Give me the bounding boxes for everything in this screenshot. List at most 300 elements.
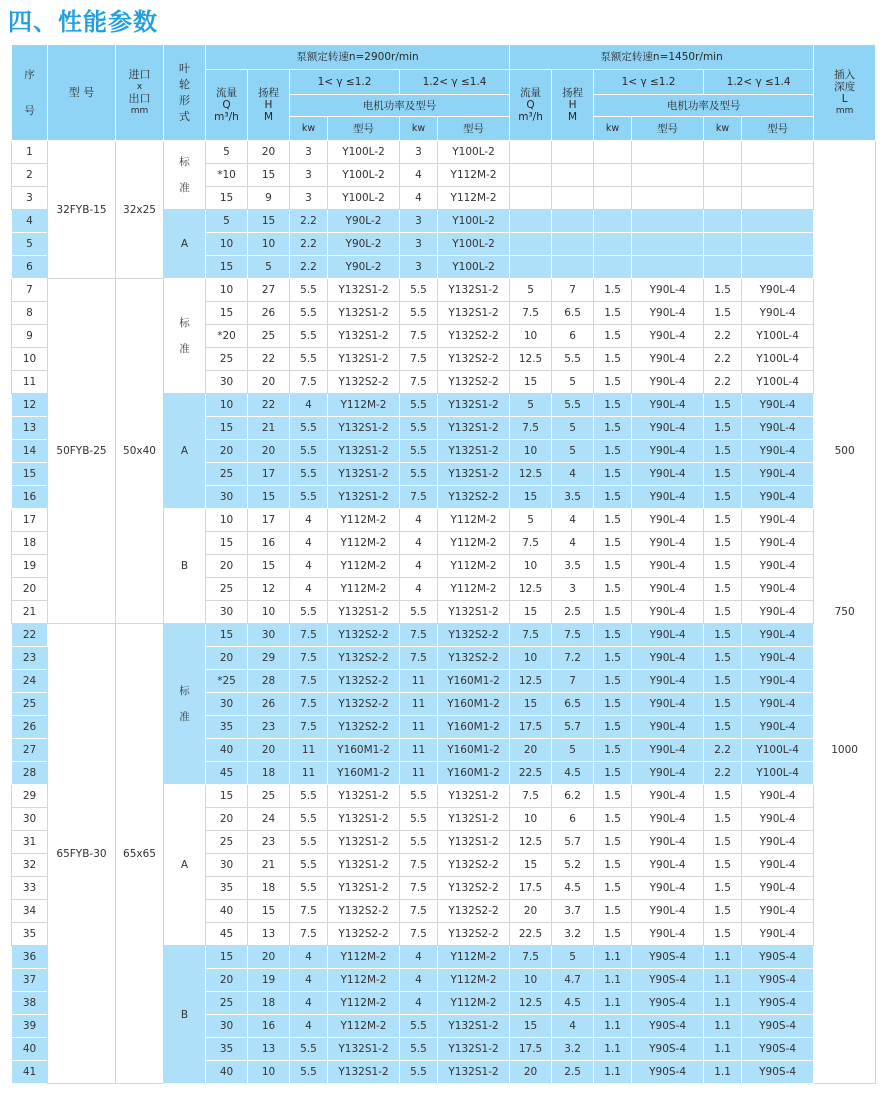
motor-low-2900-cell: Y160M1-2 — [328, 739, 400, 762]
kw-low-2900-cell: 7.5 — [290, 670, 328, 693]
flow-symbol: Q — [526, 99, 535, 111]
flow-1450-cell: 12.5 — [510, 578, 552, 601]
head-1450-cell: 7.5 — [552, 624, 594, 647]
seq-cell: 8 — [12, 302, 48, 325]
motor-low-1450-cell: Y90S-4 — [632, 992, 704, 1015]
kw-high-1450-cell: 1.1 — [704, 1038, 742, 1061]
motor-low-1450-cell: Y90L-4 — [632, 739, 704, 762]
kw-high-2900-cell: 11 — [400, 693, 438, 716]
kw-low-2900-cell: 7.5 — [290, 923, 328, 946]
motor-low-2900-cell: Y132S2-2 — [328, 647, 400, 670]
kw-low-2900-cell: 4 — [290, 1015, 328, 1038]
motor-high-1450-cell: Y90S-4 — [742, 1061, 814, 1084]
motor-high-2900-cell: Y160M1-2 — [438, 716, 510, 739]
motor-low-2900-cell: Y132S1-2 — [328, 325, 400, 348]
depth-cell — [814, 394, 876, 417]
flow-2900-cell: 15 — [206, 946, 248, 969]
head-unit: M — [263, 111, 274, 123]
motor-low-2900-cell: Y132S2-2 — [328, 670, 400, 693]
header-kw: kw — [594, 117, 632, 141]
table-row — [12, 624, 876, 647]
motor-high-1450-cell: Y90L-4 — [742, 785, 814, 808]
kw-low-1450-cell: 1.5 — [594, 440, 632, 463]
seq-cell: 32 — [12, 854, 48, 877]
depth-cell — [814, 854, 876, 877]
head-2900-cell: 20 — [248, 946, 290, 969]
kw-high-1450-cell: 1.5 — [704, 578, 742, 601]
kw-high-1450-cell: 1.5 — [704, 693, 742, 716]
header-seq — [12, 45, 48, 141]
head-1450-cell: 6.5 — [552, 302, 594, 325]
header-gamma-high-1450: 1.2< γ ≤1.4 — [704, 70, 814, 95]
kw-low-1450-cell: 1.5 — [594, 394, 632, 417]
header-impeller — [164, 45, 206, 141]
motor-low-2900-cell: Y132S1-2 — [328, 785, 400, 808]
depth-cell — [814, 900, 876, 923]
table-row — [12, 279, 876, 302]
kw-high-1450-cell: 1.5 — [704, 785, 742, 808]
motor-high-2900-cell: Y132S1-2 — [438, 785, 510, 808]
flow-1450-cell — [510, 256, 552, 279]
kw-low-1450-cell: 1.5 — [594, 877, 632, 900]
depth-cell — [814, 210, 876, 233]
motor-low-2900-cell: Y132S1-2 — [328, 279, 400, 302]
flow-2900-cell: 40 — [206, 739, 248, 762]
motor-high-1450-cell: Y90L-4 — [742, 578, 814, 601]
motor-low-2900-cell: Y90L-2 — [328, 256, 400, 279]
motor-high-2900-cell: Y132S2-2 — [438, 325, 510, 348]
motor-high-1450-cell: Y90L-4 — [742, 601, 814, 624]
depth-cell — [814, 1015, 876, 1038]
kw-high-2900-cell: 11 — [400, 762, 438, 785]
head-1450-cell: 6.5 — [552, 693, 594, 716]
head-2900-cell: 15 — [248, 210, 290, 233]
motor-low-2900-cell: Y132S2-2 — [328, 693, 400, 716]
kw-low-1450-cell: 1.5 — [594, 601, 632, 624]
flow-2900-cell: 15 — [206, 785, 248, 808]
seq-cell: 21 — [12, 601, 48, 624]
head-2900-cell: 15 — [248, 900, 290, 923]
flow-2900-cell: 40 — [206, 1061, 248, 1084]
motor-low-1450-cell: Y90L-4 — [632, 624, 704, 647]
kw-low-2900-cell: 4 — [290, 969, 328, 992]
seq-cell: 31 — [12, 831, 48, 854]
kw-low-2900-cell: 3 — [290, 164, 328, 187]
flow-2900-cell: 15 — [206, 256, 248, 279]
motor-low-2900-cell: Y90L-2 — [328, 210, 400, 233]
seq-cell: 5 — [12, 233, 48, 256]
motor-high-1450-cell: Y100L-4 — [742, 762, 814, 785]
header-kw: kw — [290, 117, 328, 141]
header-outlet: 出口 — [128, 91, 151, 105]
seq-cell: 6 — [12, 256, 48, 279]
head-1450-cell: 3.5 — [552, 486, 594, 509]
kw-high-2900-cell: 4 — [400, 992, 438, 1015]
motor-high-1450-cell — [742, 233, 814, 256]
kw-high-2900-cell: 5.5 — [400, 1015, 438, 1038]
header-seq-text: 序 号 — [24, 68, 35, 117]
kw-low-1450-cell — [594, 210, 632, 233]
kw-low-1450-cell: 1.5 — [594, 831, 632, 854]
flow-1450-cell: 15 — [510, 1015, 552, 1038]
flow-2900-cell: 35 — [206, 716, 248, 739]
depth-cell — [814, 141, 876, 164]
motor-high-1450-cell: Y100L-4 — [742, 348, 814, 371]
kw-low-2900-cell: 4 — [290, 992, 328, 1015]
kw-low-1450-cell: 1.5 — [594, 624, 632, 647]
motor-high-1450-cell: Y90L-4 — [742, 394, 814, 417]
flow-2900-cell: 15 — [206, 417, 248, 440]
motor-high-1450-cell: Y90L-4 — [742, 463, 814, 486]
head-1450-cell: 5 — [552, 739, 594, 762]
motor-low-2900-cell: Y112M-2 — [328, 992, 400, 1015]
depth-cell — [814, 877, 876, 900]
head-2900-cell: 10 — [248, 1061, 290, 1084]
kw-high-2900-cell: 4 — [400, 578, 438, 601]
motor-low-2900-cell: Y132S2-2 — [328, 900, 400, 923]
seq-cell: 41 — [12, 1061, 48, 1084]
flow-2900-cell: 15 — [206, 302, 248, 325]
depth-cell — [814, 233, 876, 256]
motor-low-2900-cell: Y132S1-2 — [328, 348, 400, 371]
depth-cell — [814, 187, 876, 210]
flow-1450-cell: 10 — [510, 969, 552, 992]
kw-low-1450-cell: 1.5 — [594, 325, 632, 348]
flow-2900-cell: 30 — [206, 1015, 248, 1038]
flow-1450-cell: 12.5 — [510, 831, 552, 854]
flow-1450-cell — [510, 164, 552, 187]
header-depth-4: mm — [835, 105, 854, 116]
kw-high-1450-cell: 1.5 — [704, 463, 742, 486]
motor-low-1450-cell: Y90L-4 — [632, 532, 704, 555]
motor-high-1450-cell: Y100L-4 — [742, 325, 814, 348]
impeller-cell — [164, 509, 206, 624]
motor-high-2900-cell: Y160M1-2 — [438, 739, 510, 762]
motor-low-1450-cell: Y90L-4 — [632, 394, 704, 417]
kw-high-1450-cell: 2.2 — [704, 348, 742, 371]
head-label: 扬程 — [258, 87, 279, 99]
depth-cell — [814, 463, 876, 486]
depth-cell — [814, 279, 876, 302]
head-2900-cell: 26 — [248, 302, 290, 325]
motor-low-1450-cell: Y90L-4 — [632, 762, 704, 785]
head-1450-cell: 5.2 — [552, 854, 594, 877]
kw-low-2900-cell: 5.5 — [290, 1061, 328, 1084]
kw-low-1450-cell — [594, 233, 632, 256]
seq-cell: 28 — [12, 762, 48, 785]
head-2900-cell: 16 — [248, 1015, 290, 1038]
flow-2900-cell: 25 — [206, 578, 248, 601]
header-head-2900 — [248, 70, 290, 141]
motor-low-2900-cell: Y100L-2 — [328, 187, 400, 210]
head-2900-cell: 29 — [248, 647, 290, 670]
head-1450-cell — [552, 141, 594, 164]
motor-high-1450-cell: Y90L-4 — [742, 555, 814, 578]
motor-high-2900-cell: Y112M-2 — [438, 969, 510, 992]
motor-low-1450-cell — [632, 141, 704, 164]
kw-high-1450-cell: 1.5 — [704, 831, 742, 854]
motor-high-1450-cell: Y90L-4 — [742, 693, 814, 716]
depth-cell — [814, 647, 876, 670]
flow-2900-cell: 45 — [206, 762, 248, 785]
motor-high-2900-cell: Y112M-2 — [438, 946, 510, 969]
kw-high-2900-cell: 5.5 — [400, 1061, 438, 1084]
kw-high-1450-cell: 1.1 — [704, 946, 742, 969]
head-2900-cell: 15 — [248, 164, 290, 187]
kw-low-2900-cell: 5.5 — [290, 854, 328, 877]
flow-1450-cell: 20 — [510, 739, 552, 762]
kw-high-1450-cell: 1.5 — [704, 624, 742, 647]
kw-high-1450-cell: 1.1 — [704, 1061, 742, 1084]
seq-cell: 18 — [12, 532, 48, 555]
kw-high-2900-cell: 7.5 — [400, 486, 438, 509]
header-type: 型号 — [438, 117, 510, 141]
motor-low-1450-cell: Y90L-4 — [632, 302, 704, 325]
flow-2900-cell: 35 — [206, 877, 248, 900]
kw-low-2900-cell: 4 — [290, 555, 328, 578]
head-1450-cell: 4.7 — [552, 969, 594, 992]
kw-high-1450-cell: 1.5 — [704, 279, 742, 302]
head-1450-cell: 5.7 — [552, 716, 594, 739]
motor-low-2900-cell: Y132S1-2 — [328, 601, 400, 624]
motor-high-1450-cell — [742, 187, 814, 210]
flow-symbol: Q — [222, 99, 231, 111]
motor-high-1450-cell — [742, 210, 814, 233]
seq-cell: 10 — [12, 348, 48, 371]
motor-low-1450-cell — [632, 256, 704, 279]
motor-low-1450-cell — [632, 210, 704, 233]
kw-low-2900-cell: 3 — [290, 187, 328, 210]
kw-high-2900-cell: 5.5 — [400, 808, 438, 831]
kw-high-1450-cell: 1.1 — [704, 1015, 742, 1038]
kw-high-2900-cell: 7.5 — [400, 923, 438, 946]
header-gamma-high-2900: 1.2< γ ≤1.4 — [400, 70, 510, 95]
seq-cell: 17 — [12, 509, 48, 532]
model-cell: 32FYB-15 — [48, 141, 116, 279]
seq-cell: 40 — [12, 1038, 48, 1061]
flow-1450-cell: 12.5 — [510, 463, 552, 486]
kw-high-1450-cell: 2.2 — [704, 325, 742, 348]
flow-1450-cell: 15 — [510, 486, 552, 509]
flow-1450-cell — [510, 141, 552, 164]
motor-low-2900-cell: Y132S1-2 — [328, 440, 400, 463]
kw-high-1450-cell: 1.5 — [704, 900, 742, 923]
kw-low-1450-cell: 1.5 — [594, 716, 632, 739]
seq-cell: 29 — [12, 785, 48, 808]
seq-cell: 23 — [12, 647, 48, 670]
header-kw: kw — [400, 117, 438, 141]
impeller-label: A — [180, 238, 189, 250]
depth-cell — [814, 302, 876, 325]
head-1450-cell: 4.5 — [552, 762, 594, 785]
motor-low-1450-cell: Y90S-4 — [632, 1038, 704, 1061]
head-1450-cell: 5.5 — [552, 348, 594, 371]
flow-1450-cell: 7.5 — [510, 624, 552, 647]
kw-low-2900-cell: 5.5 — [290, 1038, 328, 1061]
motor-high-2900-cell: Y132S2-2 — [438, 647, 510, 670]
head-2900-cell: 10 — [248, 233, 290, 256]
flow-1450-cell: 10 — [510, 325, 552, 348]
head-1450-cell: 7.2 — [552, 647, 594, 670]
kw-high-1450-cell — [704, 233, 742, 256]
motor-high-1450-cell — [742, 141, 814, 164]
kw-high-1450-cell: 1.5 — [704, 670, 742, 693]
motor-low-1450-cell: Y90L-4 — [632, 601, 704, 624]
flow-1450-cell: 17.5 — [510, 716, 552, 739]
header-depth-2: 深度 — [834, 80, 856, 93]
motor-low-2900-cell: Y132S1-2 — [328, 417, 400, 440]
flow-2900-cell: 30 — [206, 601, 248, 624]
kw-low-2900-cell: 2.2 — [290, 210, 328, 233]
motor-high-1450-cell: Y90L-4 — [742, 716, 814, 739]
motor-low-2900-cell: Y132S2-2 — [328, 716, 400, 739]
head-1450-cell: 4.5 — [552, 992, 594, 1015]
motor-low-2900-cell: Y132S1-2 — [328, 486, 400, 509]
motor-high-2900-cell: Y132S1-2 — [438, 394, 510, 417]
kw-high-1450-cell: 1.5 — [704, 647, 742, 670]
impeller-label: 标 准 — [179, 685, 190, 723]
kw-low-1450-cell: 1.5 — [594, 854, 632, 877]
flow-1450-cell: 10 — [510, 440, 552, 463]
kw-high-2900-cell: 5.5 — [400, 440, 438, 463]
motor-high-2900-cell: Y132S2-2 — [438, 348, 510, 371]
kw-low-2900-cell: 2.2 — [290, 256, 328, 279]
head-unit: M — [568, 111, 578, 123]
kw-high-2900-cell: 5.5 — [400, 463, 438, 486]
kw-high-1450-cell: 1.1 — [704, 992, 742, 1015]
kw-high-2900-cell: 11 — [400, 739, 438, 762]
flow-1450-cell: 12.5 — [510, 348, 552, 371]
motor-low-2900-cell: Y112M-2 — [328, 1015, 400, 1038]
flow-2900-cell: 30 — [206, 854, 248, 877]
motor-low-2900-cell: Y132S1-2 — [328, 302, 400, 325]
seq-cell: 13 — [12, 417, 48, 440]
seq-cell: 35 — [12, 923, 48, 946]
flow-1450-cell: 10 — [510, 647, 552, 670]
motor-low-1450-cell: Y90L-4 — [632, 877, 704, 900]
depth-cell — [814, 785, 876, 808]
header-speed-2900: 泵额定转速n=2900r/min — [206, 45, 510, 70]
kw-low-2900-cell: 7.5 — [290, 716, 328, 739]
motor-low-1450-cell: Y90L-4 — [632, 463, 704, 486]
depth-cell — [814, 831, 876, 854]
flow-1450-cell: 15 — [510, 601, 552, 624]
seq-cell: 24 — [12, 670, 48, 693]
motor-high-2900-cell: Y132S1-2 — [438, 279, 510, 302]
motor-low-1450-cell: Y90L-4 — [632, 808, 704, 831]
depth-cell — [814, 762, 876, 785]
seq-cell: 34 — [12, 900, 48, 923]
head-2900-cell: 5 — [248, 256, 290, 279]
motor-high-1450-cell: Y90L-4 — [742, 808, 814, 831]
kw-high-2900-cell: 5.5 — [400, 831, 438, 854]
motor-high-2900-cell: Y112M-2 — [438, 555, 510, 578]
impeller-label: A — [180, 445, 189, 457]
header-depth — [814, 45, 876, 141]
kw-low-2900-cell: 5.5 — [290, 486, 328, 509]
motor-high-2900-cell: Y132S2-2 — [438, 923, 510, 946]
kw-low-1450-cell: 1.1 — [594, 946, 632, 969]
head-2900-cell: 21 — [248, 854, 290, 877]
kw-low-2900-cell: 5.5 — [290, 785, 328, 808]
depth-cell — [814, 509, 876, 532]
depth-cell — [814, 256, 876, 279]
depth-cell — [814, 325, 876, 348]
motor-low-1450-cell: Y90L-4 — [632, 371, 704, 394]
kw-low-1450-cell: 1.1 — [594, 1061, 632, 1084]
motor-high-1450-cell: Y90L-4 — [742, 509, 814, 532]
motor-low-2900-cell: Y112M-2 — [328, 532, 400, 555]
kw-high-1450-cell — [704, 141, 742, 164]
motor-low-1450-cell: Y90S-4 — [632, 1061, 704, 1084]
header-flow-1450 — [510, 70, 552, 141]
motor-high-2900-cell: Y112M-2 — [438, 164, 510, 187]
motor-high-1450-cell: Y90S-4 — [742, 992, 814, 1015]
flow-2900-cell: 15 — [206, 187, 248, 210]
head-1450-cell: 2.5 — [552, 1061, 594, 1084]
motor-high-2900-cell: Y132S2-2 — [438, 877, 510, 900]
motor-high-2900-cell: Y132S2-2 — [438, 624, 510, 647]
depth-cell — [814, 923, 876, 946]
kw-low-2900-cell: 11 — [290, 739, 328, 762]
flow-2900-cell: 20 — [206, 969, 248, 992]
impeller-cell — [164, 624, 206, 785]
motor-high-1450-cell: Y90L-4 — [742, 670, 814, 693]
kw-low-2900-cell: 5.5 — [290, 325, 328, 348]
head-1450-cell: 4 — [552, 1015, 594, 1038]
seq-cell: 7 — [12, 279, 48, 302]
head-symbol: H — [264, 99, 273, 111]
motor-high-2900-cell: Y132S1-2 — [438, 1038, 510, 1061]
motor-high-2900-cell: Y112M-2 — [438, 992, 510, 1015]
head-2900-cell: 20 — [248, 440, 290, 463]
kw-high-2900-cell: 4 — [400, 969, 438, 992]
kw-low-2900-cell: 5.5 — [290, 463, 328, 486]
kw-low-2900-cell: 11 — [290, 762, 328, 785]
kw-high-2900-cell: 4 — [400, 946, 438, 969]
motor-high-2900-cell: Y132S2-2 — [438, 371, 510, 394]
depth-cell — [814, 969, 876, 992]
kw-high-2900-cell: 11 — [400, 716, 438, 739]
seq-cell: 19 — [12, 555, 48, 578]
kw-low-1450-cell: 1.5 — [594, 371, 632, 394]
motor-low-2900-cell: Y132S1-2 — [328, 1038, 400, 1061]
motor-high-2900-cell: Y132S1-2 — [438, 808, 510, 831]
motor-high-1450-cell — [742, 256, 814, 279]
impeller-label: A — [180, 859, 189, 871]
flow-1450-cell — [510, 233, 552, 256]
kw-high-1450-cell: 1.5 — [704, 509, 742, 532]
kw-low-1450-cell: 1.5 — [594, 762, 632, 785]
head-2900-cell: 18 — [248, 877, 290, 900]
flow-2900-cell: 20 — [206, 440, 248, 463]
motor-low-2900-cell: Y132S2-2 — [328, 923, 400, 946]
seq-cell: 22 — [12, 624, 48, 647]
motor-high-2900-cell: Y132S1-2 — [438, 601, 510, 624]
impeller-label: 标 准 — [179, 156, 190, 194]
motor-high-2900-cell: Y132S2-2 — [438, 854, 510, 877]
motor-low-1450-cell: Y90S-4 — [632, 969, 704, 992]
header-mm: mm — [130, 105, 149, 116]
kw-low-1450-cell: 1.5 — [594, 647, 632, 670]
head-1450-cell — [552, 187, 594, 210]
motor-high-2900-cell: Y100L-2 — [438, 141, 510, 164]
kw-high-2900-cell: 5.5 — [400, 785, 438, 808]
kw-low-1450-cell: 1.5 — [594, 302, 632, 325]
kw-high-2900-cell: 7.5 — [400, 348, 438, 371]
kw-high-1450-cell: 1.5 — [704, 417, 742, 440]
motor-low-1450-cell — [632, 233, 704, 256]
